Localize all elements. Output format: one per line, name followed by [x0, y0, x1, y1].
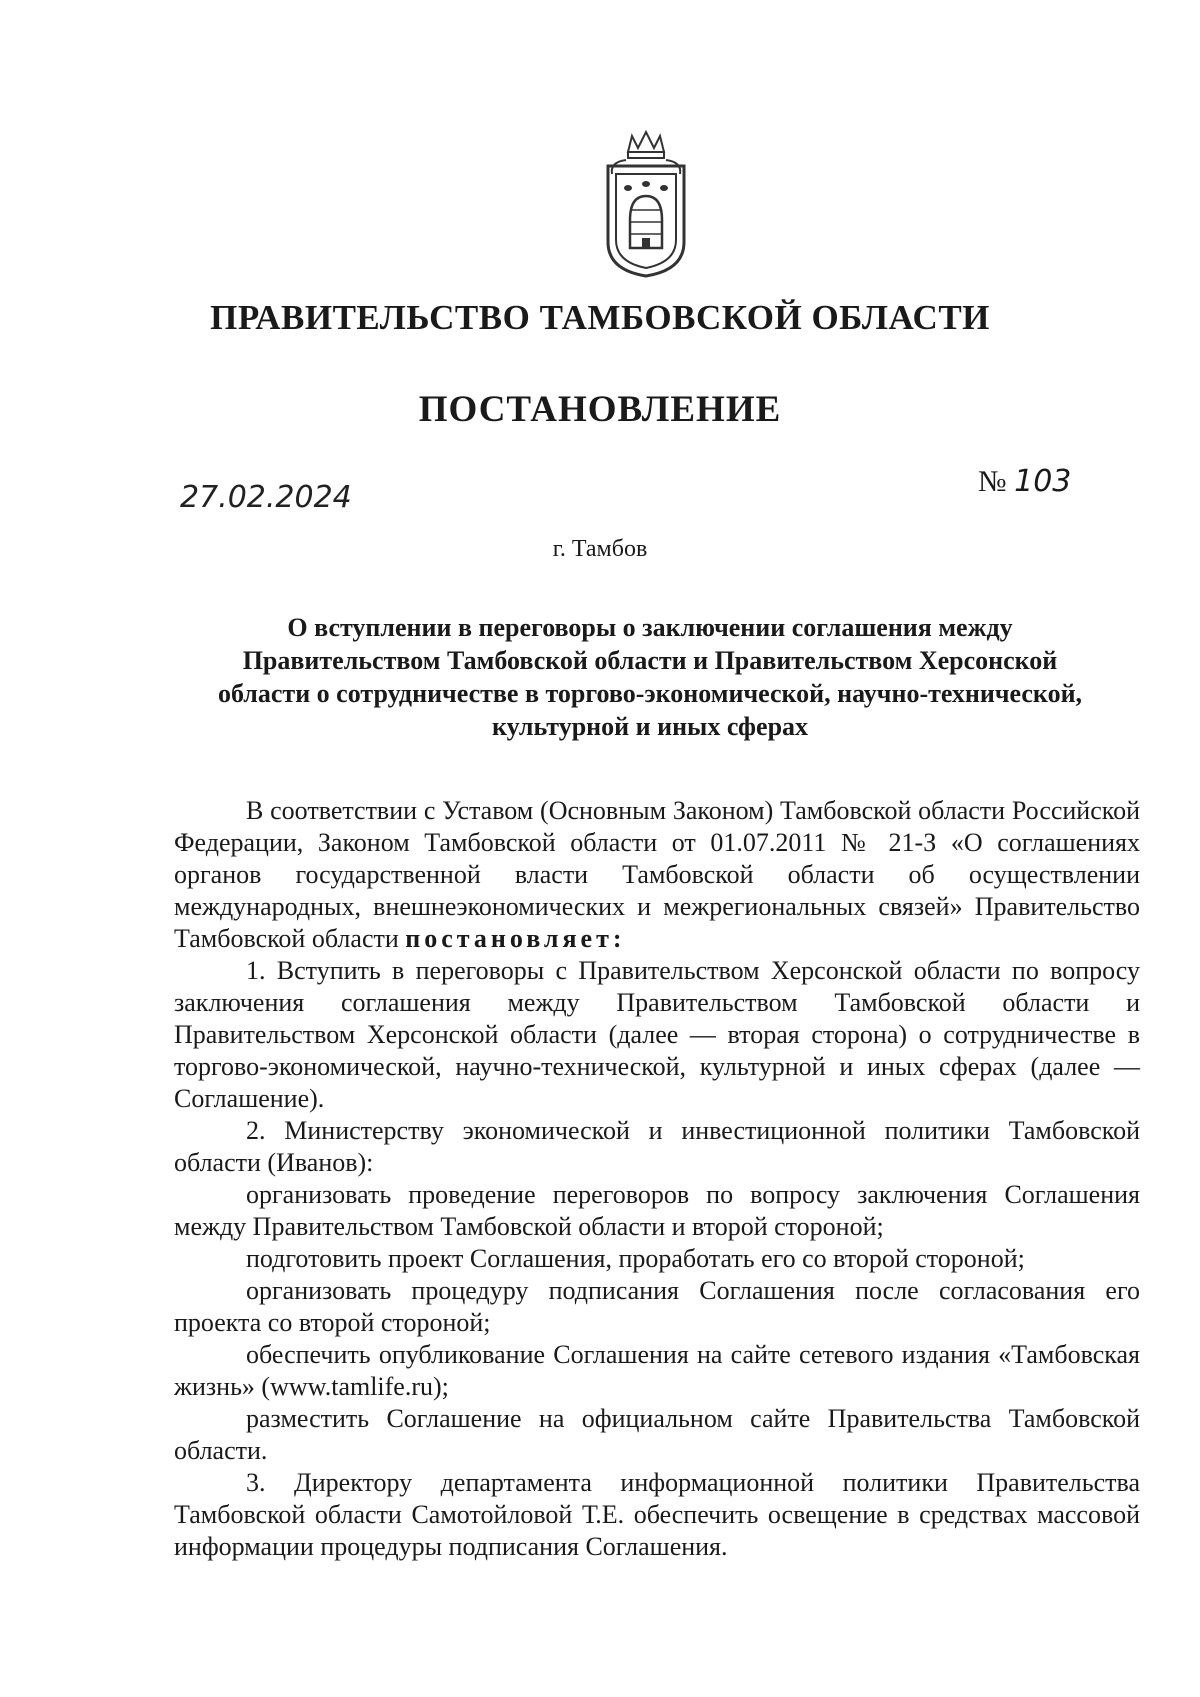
document-date: 27.02.2024 — [180, 480, 352, 515]
city-label: г. Тамбов — [552, 536, 648, 562]
subject-line: О вступлении в переговоры о заключении соглашения между — [287, 613, 1013, 642]
subject-line: области о сотрудничестве в торгово-экономической, научно-технической, — [217, 679, 1083, 708]
clause-2: 2. Министерству экономической и инвестиционной политики Тамбовской области (Иванов): — [174, 1116, 1140, 1177]
document-subject — [170, 611, 1130, 743]
clause-3: 3. Директору департамента информационной политики Правительства Тамбовской области Самотойловой Т.Е. обеспечить освещение в средствах массовой информации процедуры подписания Соглашения. — [174, 1468, 1140, 1561]
coat-of-arms-icon — [598, 130, 694, 280]
resolves-word: постановляет: — [405, 924, 626, 953]
document-number — [978, 464, 1071, 499]
clause-2d: обеспечить опубликование Соглашения на сайте сетевого издания «Тамбовская жизнь» (www.tamlife.ru); — [174, 1340, 1140, 1401]
preamble-paragraph — [174, 795, 1140, 955]
clause-2b: подготовить проект Соглашения, проработать его со второй стороной; — [246, 1244, 1025, 1273]
document-body — [174, 795, 1140, 1563]
clause-2e: разместить Соглашение на официальном сайте Правительства Тамбовской области. — [174, 1404, 1140, 1465]
number-sign: № — [978, 465, 1007, 498]
subject-line: культурной и иных сферах — [491, 712, 809, 741]
document-type-title: ПОСТАНОВЛЕНИЕ — [418, 389, 782, 430]
subject-line: Правительством Тамбовской области и Правительством Херсонской — [242, 646, 1058, 675]
number-value: 103 — [1014, 464, 1072, 499]
clause-2c: организовать процедуру подписания Соглашения после согласования его проекта со второй стороной; — [174, 1276, 1140, 1337]
clause-2a: организовать проведение переговоров по вопросу заключения Соглашения между Правительством Тамбовской области и второй стороной; — [174, 1180, 1140, 1241]
clause-1: 1. Вступить в переговоры с Правительством Херсонской области по вопросу заключения соглашения между Правительством Тамбовской области и Правительством Херсонской области (далее — вторая сторона) о сотрудничестве в торгово-экономической, научно-технической, культурной и иных сферах (далее — Соглашение). — [174, 956, 1140, 1113]
organization-title: ПРАВИТЕЛЬСТВО ТАМБОВСКОЙ ОБЛАСТИ — [210, 298, 990, 337]
preamble-text: В соответствии с Уставом (Основным Законом) Тамбовской области Российской Федерации, Законом Тамбовской области от 01.07.2011 № 21-З «О соглашениях органов государственной власти Тамбовской области об осуществлении международных, внешнеэкономических и межрегиональных связей» Правительство Тамбовской области — [174, 796, 1140, 953]
